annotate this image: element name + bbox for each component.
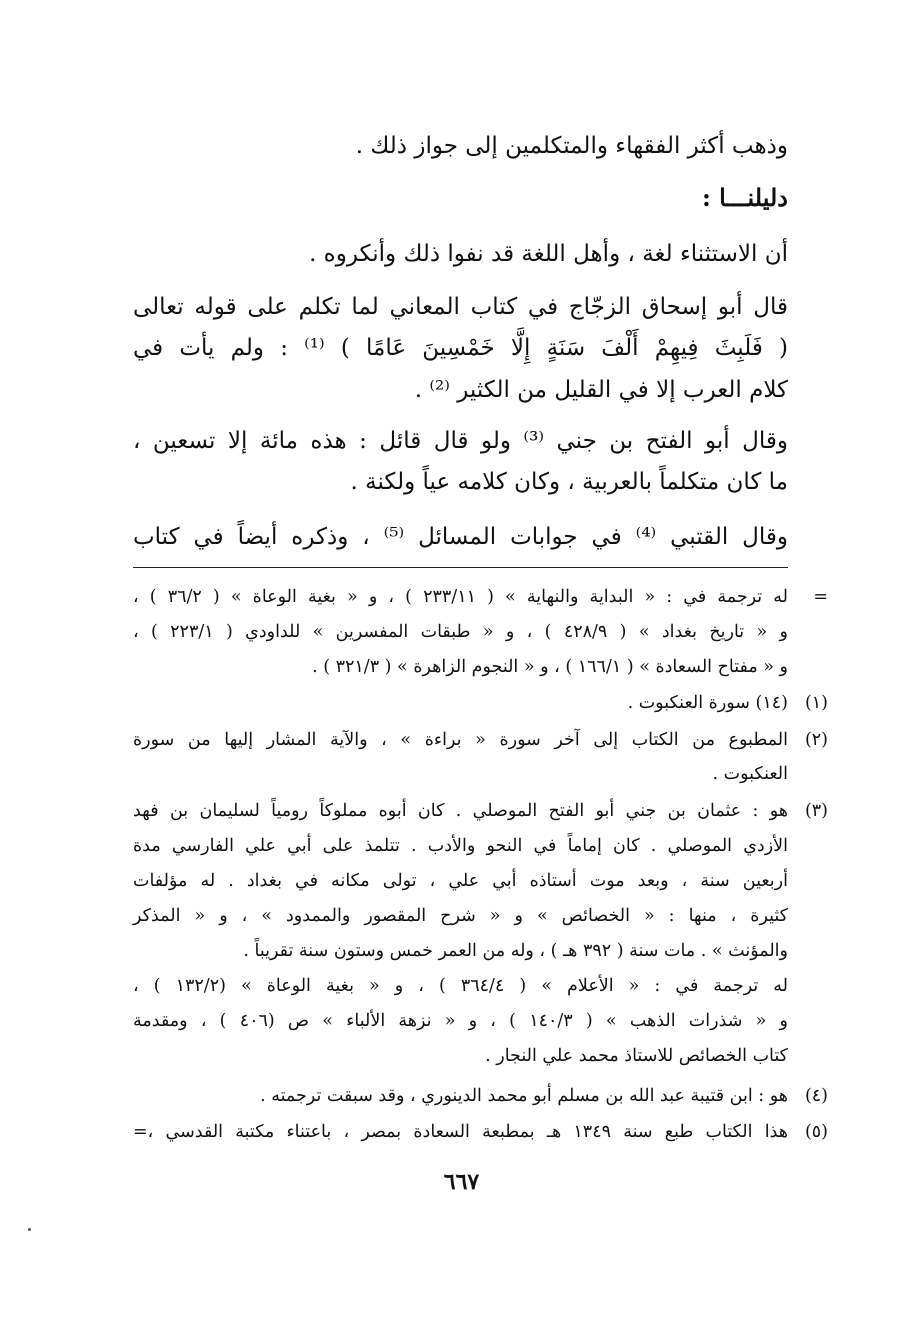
scan-speck xyxy=(28,1228,31,1231)
footnote-line: له ترجمة في : « البداية والنهاية » ( ٢٣٣/١١ ) ، و « بغية الوعاة » ( ٣٦/٢ ) ، xyxy=(133,587,788,607)
footnote-line: كثيرة ، منها : « الخصائص » و « شرح المقصور والممدود » ، و « المذكر xyxy=(133,906,788,926)
footnote-line: والمؤنث » . مات سنة ( ٣٩٢ هـ ) ، وله من العمر خمس وستون سنة تقريباً . xyxy=(243,941,788,961)
footnote-line: المطبوع من الكتاب إلى آخر سورة « براءة » ، والآية المشار إليها من سورة xyxy=(133,730,788,750)
footnote-number: (٢) xyxy=(804,730,828,750)
section-heading: دليلنـــا : xyxy=(701,183,788,212)
footnote-line: العنكبوت . xyxy=(712,764,788,784)
footnote-line: و « شذرات الذهب » ( ١٤٠/٣ ) ، و « نزهة الألباء » ص (٤٠٦ ) ، ومقدمة xyxy=(133,1011,789,1031)
footnote-line: الأزدي الموصلي . كان إماماً في النحو والأدب . تتلمذ على أبي علي الفارسي مدة xyxy=(133,836,788,856)
footnote-line: و « مفتاح السعادة » ( ١٦٦/١ ) ، و « النجوم الزاهرة » ( ٣٢١/٣ ) . xyxy=(312,657,788,677)
footnote-number: (٣) xyxy=(804,801,828,821)
body-line: وذهب أكثر الفقهاء والمتكلمين إلى جواز ذلك . xyxy=(355,133,788,159)
body-line: قال أبو إسحاق الزجّاج في كتاب المعاني لما تكلم على قوله تعالى xyxy=(133,294,788,320)
footnote-line: (١٤) سورة العنكبوت . xyxy=(627,693,788,713)
footnote-number: (٤) xyxy=(804,1086,828,1106)
footnote-line: و « تاريخ بغداد » ( ٤٢٨/٩ ) ، و « طبقات المفسرين » للداودي ( ٢٢٣/١ ) ، xyxy=(133,622,789,642)
footnote-line: هو : عثمان بن جني أبو الفتح الموصلي . كان أبوه مملوكاً رومياً لسليمان بن فهد xyxy=(133,801,788,821)
page-number: ٦٦٧ xyxy=(443,1169,480,1195)
body-line: وقال القتبي ⁽⁴⁾ في جوابات المسائل ⁽⁵⁾ ، وذكره أيضاً في كتاب xyxy=(133,524,788,550)
footnote-line: هذا الكتاب طبع سنة ١٣٤٩ هـ بمطبعة السعادة بمصر ، باعتناء مكتبة القدسي ،= xyxy=(133,1122,788,1142)
footnote-number: (١) xyxy=(804,693,828,713)
body-line: أن الاستثناء لغة ، وأهل اللغة قد نفوا ذلك وأنكروه . xyxy=(309,241,788,267)
footnote-line: له ترجمة في : « الأعلام » ( ٣٦٤/٤ ) ، و « بغية الوعاة » (١٣٢/٢ ) ، xyxy=(133,976,788,996)
footnote-continuation-mark: = xyxy=(813,587,828,607)
body-line: ما كان متكلماً بالعربية ، وكان كلامه عياً ولكنة . xyxy=(350,469,788,495)
footnote-line: أربعين سنة ، وبعد موت أستاذه أبي علي ، تولى مكانه في بغداد . له مؤلفات xyxy=(133,871,788,891)
footnote-separator xyxy=(133,567,788,568)
body-line: وقال أبو الفتح بن جني ⁽³⁾ ولو قال قائل : هذه مائة إلا تسعين ، xyxy=(133,428,788,454)
footnote-line: كتاب الخصائص للاستاذ محمد علي النجار . xyxy=(485,1046,788,1066)
body-line: كلام العرب إلا في القليل من الكثير ⁽²⁾ . xyxy=(414,377,788,403)
footnote-line: هو : ابن قتيبة عبد الله بن مسلم أبو محمد الدينوري ، وقد سبقت ترجمته . xyxy=(260,1086,788,1106)
footnote-number: (٥) xyxy=(804,1122,828,1142)
quran-verse-line: ( فَلَبِثَ فِيهِمْ أَلْفَ سَنَةٍ إِلَّا خَمْسِينَ عَامًا ) ⁽¹⁾ : ولم يأت في xyxy=(133,335,789,361)
